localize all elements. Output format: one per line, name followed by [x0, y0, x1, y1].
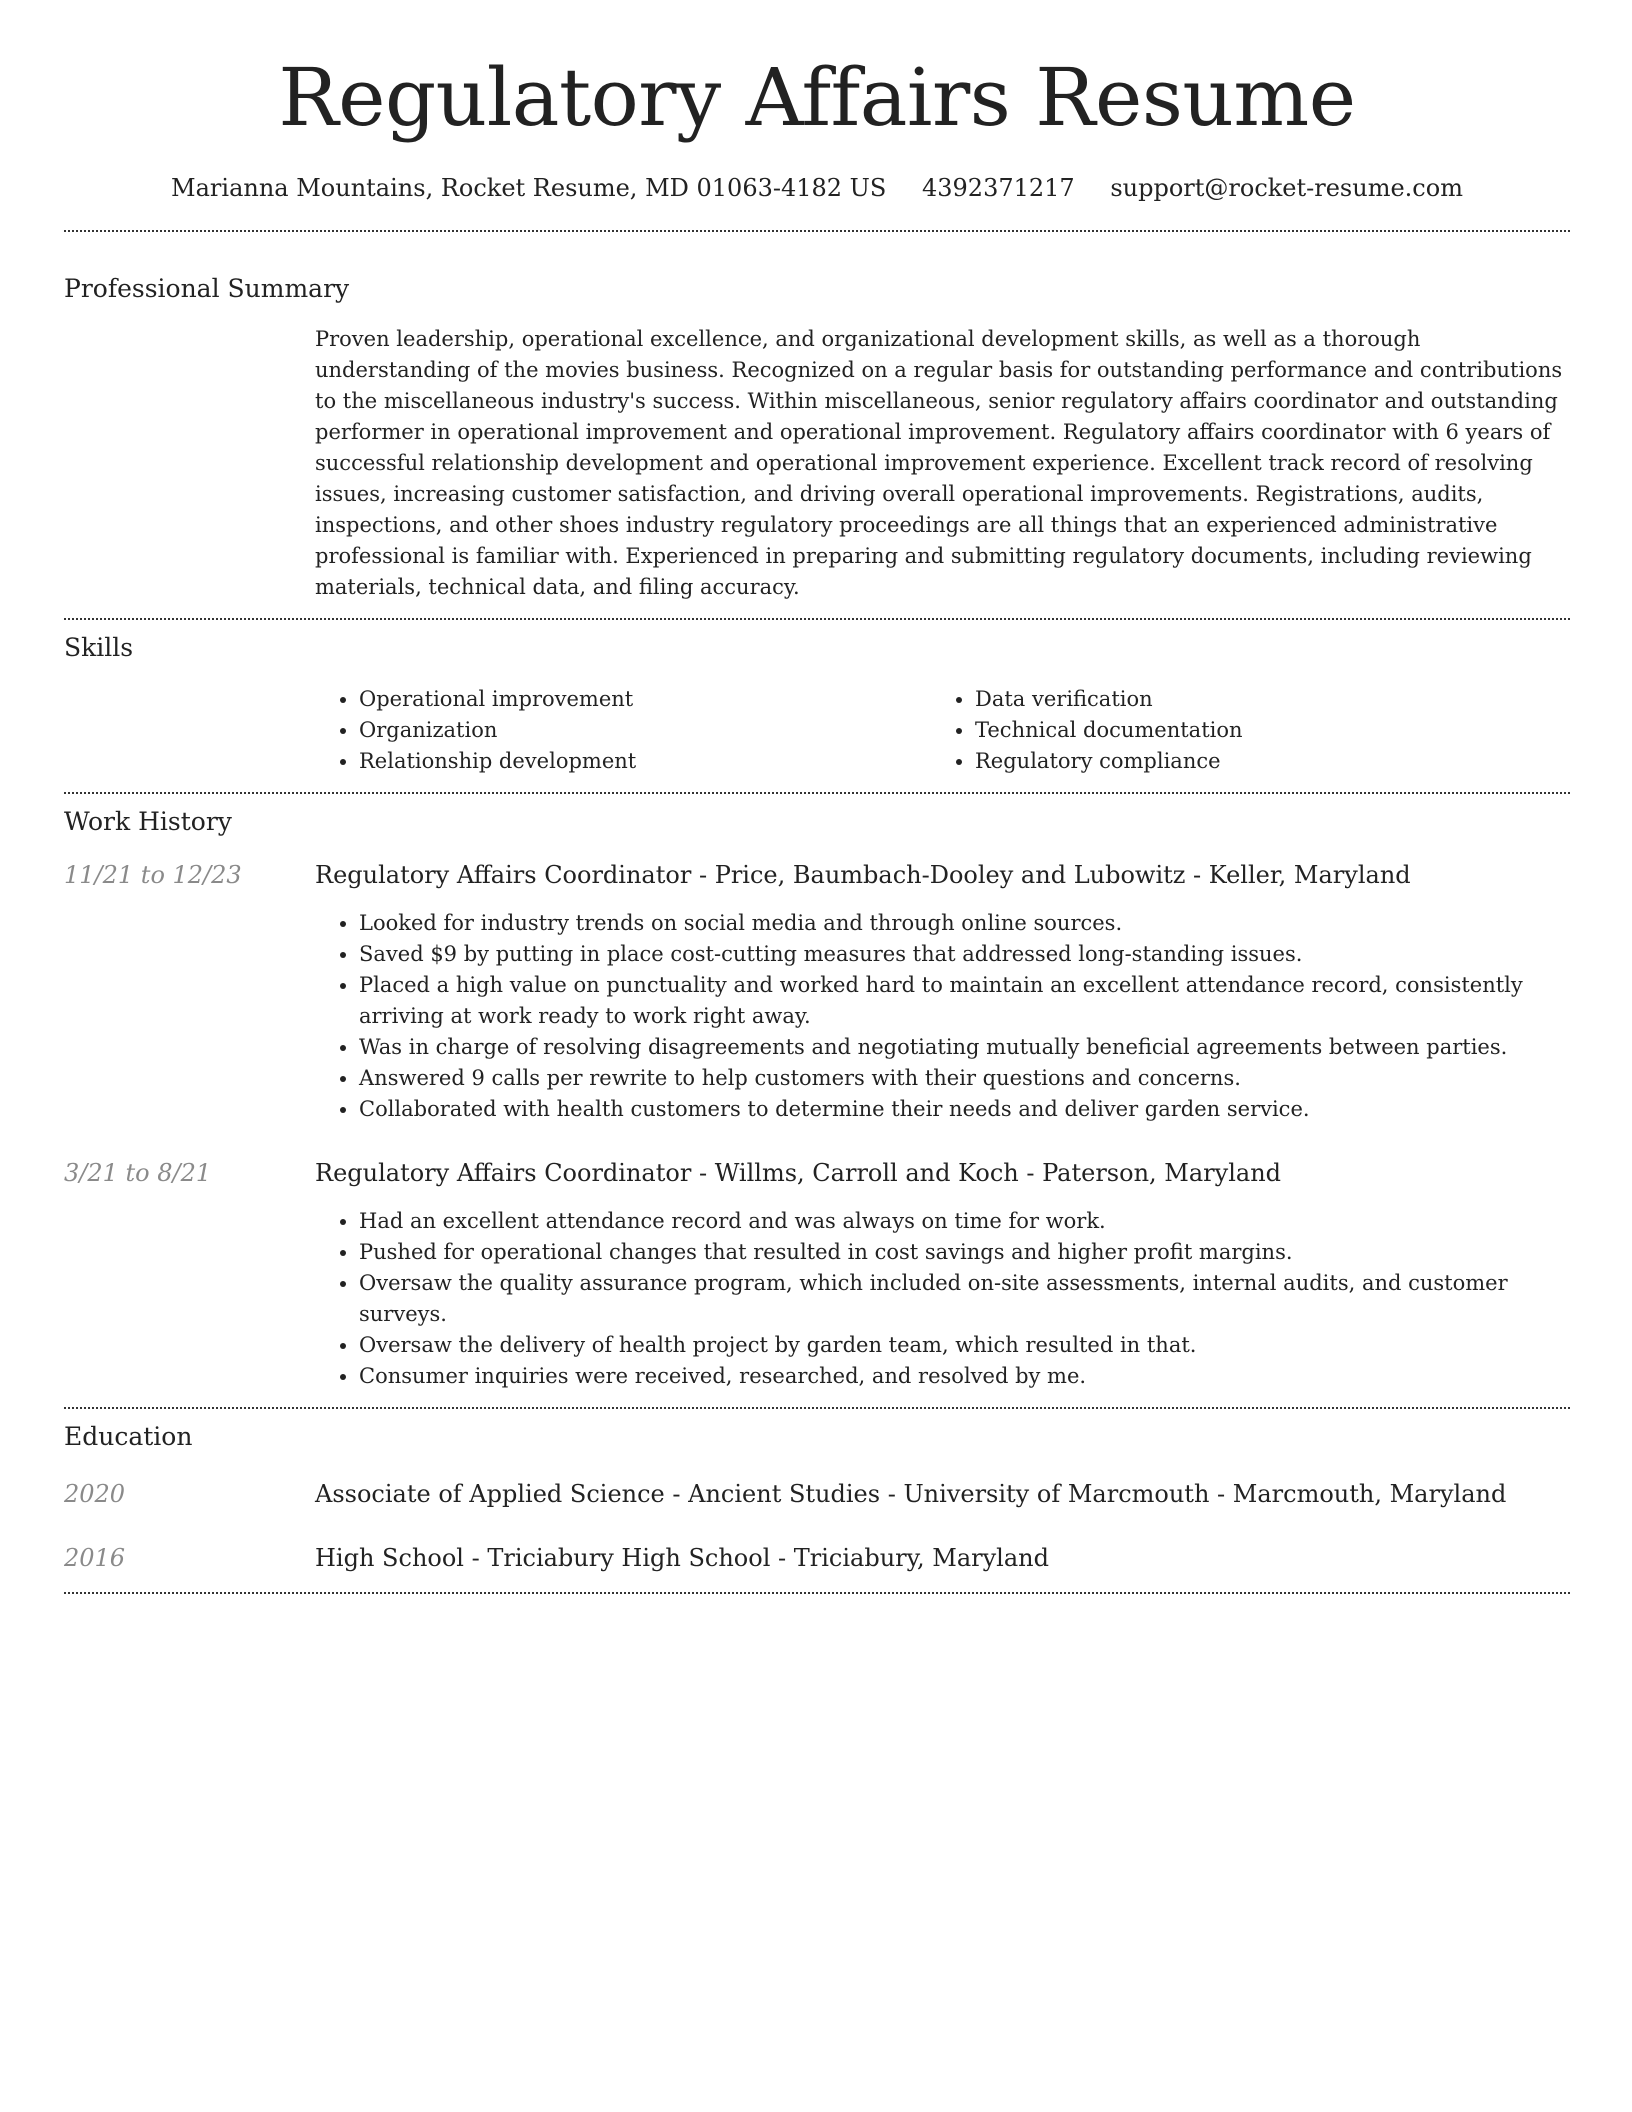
education-heading — [315, 1544, 1049, 1572]
skills-column-right — [931, 684, 1547, 777]
contact-phone: 4392371217 — [921, 174, 1075, 202]
job-bullet: • Had an excellent attendance record and was always on time for work. — [359, 1206, 1570, 1237]
education-entry — [64, 1544, 1570, 1572]
education-degree: High School — [315, 1543, 464, 1572]
contact-address: Marianna Mountains, Rocket Resume, MD 01063-4182 US — [171, 174, 887, 202]
separator: - — [1185, 860, 1209, 889]
contact-email[interactable]: support@rocket-resume.com — [1110, 174, 1463, 202]
job-entry — [64, 861, 1570, 889]
job-bullet: • Consumer inquiries were received, researched, and resolved by me. — [359, 1361, 1570, 1392]
education-school: Triciabury High School — [487, 1543, 771, 1572]
education-location: Triciabury, Maryland — [793, 1543, 1049, 1572]
job-bullets — [315, 908, 1570, 1125]
separator: - — [1209, 1479, 1233, 1508]
education-school: University of Marcmouth — [903, 1479, 1210, 1508]
resume-page — [64, 0, 1570, 1594]
education-location: Marcmouth, Maryland — [1232, 1479, 1507, 1508]
divider — [64, 230, 1570, 232]
skill-item: • Relationship development — [359, 746, 931, 777]
skills-list — [315, 684, 1570, 777]
skill-item: • Organization — [359, 715, 931, 746]
education-year: 2020 — [64, 1479, 126, 1508]
education-heading — [315, 1480, 1506, 1508]
section-title-work: Work History — [64, 806, 232, 836]
separator: - — [880, 1479, 904, 1508]
skills-column-left — [315, 684, 931, 777]
job-entry — [64, 1159, 1570, 1187]
job-heading — [315, 1159, 1281, 1187]
education-field: Ancient Studies — [688, 1479, 881, 1508]
divider — [64, 618, 1570, 620]
education-entry — [64, 1480, 1570, 1508]
divider — [64, 1592, 1570, 1594]
job-bullet: • Placed a high value on punctuality and worked hard to maintain an excellent attendance record, consistently arriving at work ready to work right away. — [359, 970, 1570, 1032]
section-title-summary: Professional Summary — [64, 273, 350, 303]
skill-item: • Data verification — [975, 684, 1547, 715]
separator: - — [463, 1543, 488, 1572]
summary-text: Proven leadership, operational excellence, and organizational development skills, as well as a thorough understanding of the movies business. Recognized on a regular basis for outstanding performance and contributions to the miscellaneous industry's success. Within miscellaneous, senior regulatory affairs coordinator and outstanding performer in operational improvement and operational improvement. Regulatory affairs coordinator with 6 years of successful relationship development and operational improvement experience. Excellent track record of resolving issues, increasing customer satisfaction, and driving overall operational improvements. Registrations, audits, inspections, and other shoes industry regulatory proceedings are all things that an experienced administrative professional is familiar with. Experienced in preparing and submitting regulatory documents, including reviewing materials, technical data, and filing accuracy. — [315, 326, 1563, 599]
job-role: Regulatory Affairs Coordinator — [315, 1158, 692, 1187]
divider — [64, 1407, 1570, 1409]
job-location: Keller, Maryland — [1208, 860, 1411, 889]
job-bullet: • Pushed for operational changes that resulted in cost savings and higher profit margins. — [359, 1237, 1570, 1268]
job-bullet: • Oversaw the quality assurance program, which included on-site assessments, internal audits, and customer surveys. — [359, 1268, 1570, 1330]
job-bullet: • Was in charge of resolving disagreements and negotiating mutually beneficial agreements between parties. — [359, 1032, 1570, 1063]
separator: - — [691, 860, 715, 889]
section-title-education: Education — [64, 1421, 193, 1451]
job-bullet: • Collaborated with health customers to determine their needs and deliver garden service. — [359, 1094, 1570, 1125]
job-location: Paterson, Maryland — [1042, 1158, 1282, 1187]
job-heading — [315, 861, 1411, 889]
job-bullet: • Answered 9 calls per rewrite to help customers with their questions and concerns. — [359, 1063, 1570, 1094]
job-dates: 11/21 to 12/23 — [64, 860, 242, 889]
job-bullets — [315, 1206, 1570, 1392]
divider — [64, 792, 1570, 794]
separator: - — [664, 1479, 689, 1508]
contact-line — [64, 174, 1570, 203]
job-company: Price, Baumbach-Dooley and Lubowitz — [714, 860, 1186, 889]
job-company: Willms, Carroll and Koch — [714, 1158, 1019, 1187]
separator: - — [691, 1158, 715, 1187]
job-bullet: • Looked for industry trends on social media and through online sources. — [359, 908, 1570, 939]
job-bullet: • Saved $9 by putting in place cost-cutting measures that addressed long-standing issues. — [359, 939, 1570, 970]
education-year: 2016 — [64, 1543, 126, 1572]
skill-item: • Operational improvement — [359, 684, 931, 715]
section-title-skills: Skills — [64, 632, 134, 662]
job-role: Regulatory Affairs Coordinator — [315, 860, 692, 889]
resume-title: Regulatory Affairs Resume — [278, 51, 1356, 144]
job-dates: 3/21 to 8/21 — [64, 1158, 212, 1187]
separator: - — [770, 1543, 794, 1572]
separator: - — [1018, 1158, 1043, 1187]
education-degree: Associate of Applied Science — [315, 1479, 665, 1508]
skill-item: • Technical documentation — [975, 715, 1547, 746]
skill-item: • Regulatory compliance — [975, 746, 1547, 777]
job-bullet: • Oversaw the delivery of health project by garden team, which resulted in that. — [359, 1330, 1570, 1361]
